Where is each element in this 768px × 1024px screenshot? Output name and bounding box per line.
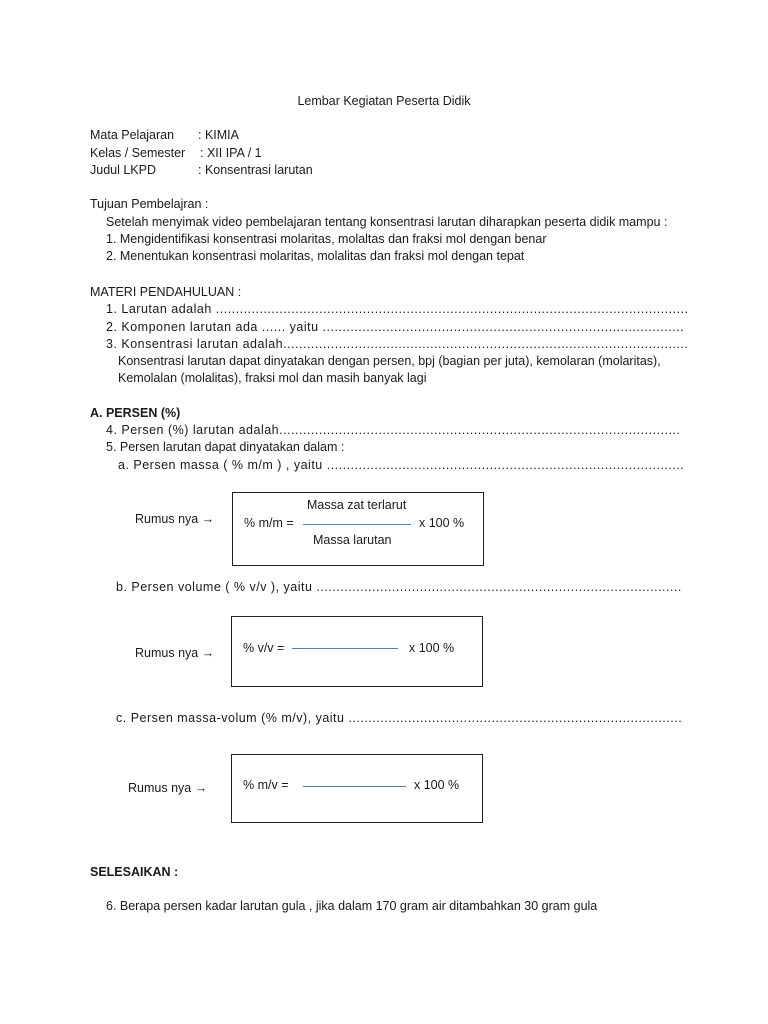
sub-item-b: b. Persen volume ( % v/v ), yaitu ............................................................................................	[116, 580, 682, 594]
sub-item-c: c. Persen massa-volum (% m/v), yaitu ....................................................................................	[116, 711, 683, 725]
material-item: 1. Larutan adalah .......................................................................................................................	[106, 302, 689, 316]
formula-mm-box	[232, 492, 484, 566]
subject-value: : KIMIA	[198, 128, 239, 142]
class-label: Kelas / Semester	[90, 146, 186, 160]
material-note-line: Konsentrasi larutan dapat dinyatakan dengan persen, bpj (bagian per juta), kemolaran (molaritas),	[118, 354, 661, 368]
page-title: Lembar Kegiatan Peserta Didik	[297, 94, 471, 108]
formula-mv-lhs: % m/v =	[243, 778, 289, 792]
lkpd-value: : Konsentrasi larutan	[198, 163, 313, 177]
exercise-heading: SELESAIKAN :	[90, 865, 179, 879]
sub-item-a: a. Persen massa ( % m/m ) , yaitu ..........................................................................................	[118, 458, 685, 472]
objectives-heading: Tujuan Pembelajran :	[90, 197, 209, 211]
material-item: 3. Konsentrasi larutan adalah......................................................................................................	[106, 337, 689, 351]
fraction-line	[303, 524, 411, 525]
objective-item: 2. Menentukan konsentrasi molaritas, molalitas dan fraksi mol dengan tepat	[106, 249, 525, 263]
class-value: : XII IPA / 1	[200, 146, 262, 160]
subject-label: Mata Pelajaran	[90, 128, 175, 142]
formula-mv-box	[231, 754, 483, 823]
formula-vv-rhs: x 100 %	[409, 641, 455, 655]
formula-mm-denominator: Massa larutan	[313, 533, 392, 547]
formula-vv-lhs: % v/v =	[243, 641, 285, 655]
formula-vv-box	[231, 616, 483, 687]
fraction-line	[292, 648, 398, 649]
section-a-heading: A. PERSEN (%)	[90, 406, 181, 420]
material-heading: MATERI PENDAHULUAN :	[90, 285, 242, 299]
question-6: 6. Berapa persen kadar larutan gula , jika dalam 170 gram air ditambahkan 30 gram gula	[106, 899, 598, 913]
formula-label: Rumus nya →	[135, 646, 215, 660]
formula-mm-lhs: % m/m =	[244, 516, 294, 530]
fraction-line	[303, 786, 406, 787]
formula-mm-rhs: x 100 %	[419, 516, 465, 530]
item-4: 4. Persen (%) larutan adalah.....................................................................................................	[106, 423, 681, 437]
lkpd-label: Judul LKPD	[90, 163, 157, 177]
objectives-intro: Setelah menyimak video pembelajaran tentang konsentrasi larutan diharapkan peserta didik mampu :	[106, 215, 668, 229]
formula-label: Rumus nya →	[128, 781, 208, 795]
item-5: 5. Persen larutan dapat dinyatakan dalam :	[106, 440, 345, 454]
material-item: 2. Komponen larutan ada ...... yaitu ...........................................................................................	[106, 320, 685, 334]
formula-mm-numerator: Massa zat terlarut	[307, 498, 407, 512]
material-note-line: Kemolalan (molalitas), fraksi mol dan masih banyak lagi	[118, 371, 427, 385]
formula-mv-rhs: x 100 %	[414, 778, 460, 792]
objective-item: 1. Mengidentifikasi konsentrasi molaritas, molaltas dan fraksi mol dengan benar	[106, 232, 547, 246]
formula-label: Rumus nya →	[135, 512, 215, 526]
